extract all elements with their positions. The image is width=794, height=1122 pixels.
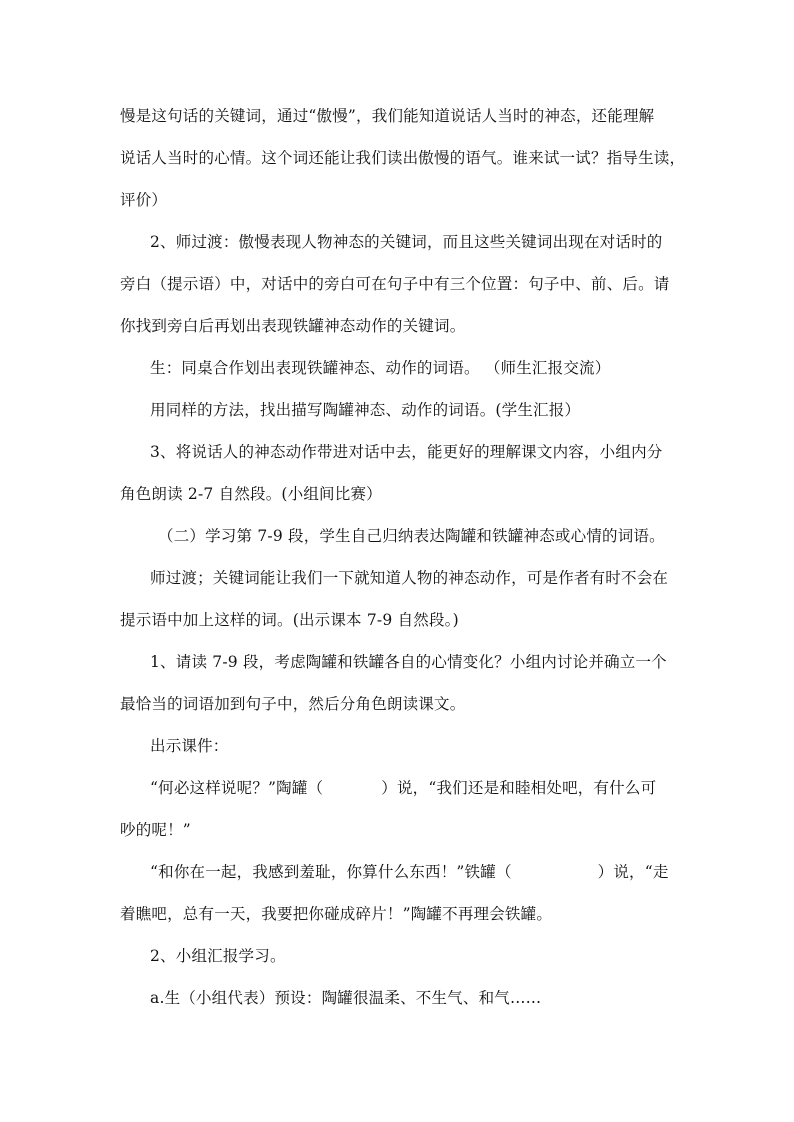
paragraph-line: 评价） [120,191,168,209]
fill-blank-line [150,862,710,882]
paragraph-line: 你找到旁白后再划出表现铁罐神态动作的关键词。 [120,317,466,335]
fill-blank-after: ）说，“走 [597,863,669,881]
paragraph-line: 生：同桌合作划出表现铁罐神态、动作的词语。 （师生汇报交流） [150,359,611,377]
paragraph-line: 1、请读 7-9 段，考虑陶罐和铁罐各自的心情变化？小组内讨论并确立一个 [150,653,667,671]
fill-blank-before: “和你在一起，我感到羞耻，你算什么东西！”铁罐（ [150,863,512,881]
paragraph-line: 吵的呢！” [120,821,191,839]
fill-blank-before: “何必这样说呢？”陶罐（ [150,779,324,797]
paragraph-line: 说话人当时的心情。这个词还能让我们读出傲慢的语气。谁来试一试？指导生读， [120,149,686,167]
paragraph-line: 提示语中加上这样的词。(出示课本 7-9 自然段。) [120,611,459,629]
paragraph-line: 最恰当的词语加到句子中，然后分角色朗读课文。 [120,695,466,713]
paragraph-line: 着瞧吧，总有一天，我要把你碰成碎片！”陶罐不再理会铁罐。 [120,905,553,923]
paragraph-line: 3、将说话人的神态动作带进对话中去，能更好的理解课文内容，小组内分 [150,443,663,461]
fill-blank-after: ）说，“我们还是和睦相处吧，有什么可 [381,779,657,797]
fill-blank-line [150,778,710,798]
paragraph-line: 用同样的方法，找出描写陶罐神态、动作的词语。(学生汇报） [150,401,581,419]
paragraph-line: 2、师过渡：傲慢表现人物神态的关键词，而且这些关键词出现在对话时的 [150,233,663,251]
paragraph-line: 2、小组汇报学习。 [150,947,286,965]
paragraph-line: 旁白（提示语）中，对话中的旁白可在句子中有三个位置：句子中、前、后。请 [120,275,670,293]
paragraph-line: 角色朗读 2-7 自然段。(小组间比赛） [120,485,382,503]
paragraph-line: 师过渡；关键词能让我们一下就知道人物的神态动作，可是作者有时不会在 [150,569,669,587]
paragraph-line: 出示课件： [150,737,229,755]
paragraph-line: a.生（小组代表）预设：陶罐很温柔、不生气、和气…… [150,989,542,1007]
paragraph-line: 慢是这句话的关键词，通过“傲慢”，我们能知道说话人当时的神态，还能理解 [120,107,655,125]
section-heading: （二）学习第 7-9 段，学生自己归纳表达陶罐和铁罐神态或心情的词语。 [158,527,665,545]
